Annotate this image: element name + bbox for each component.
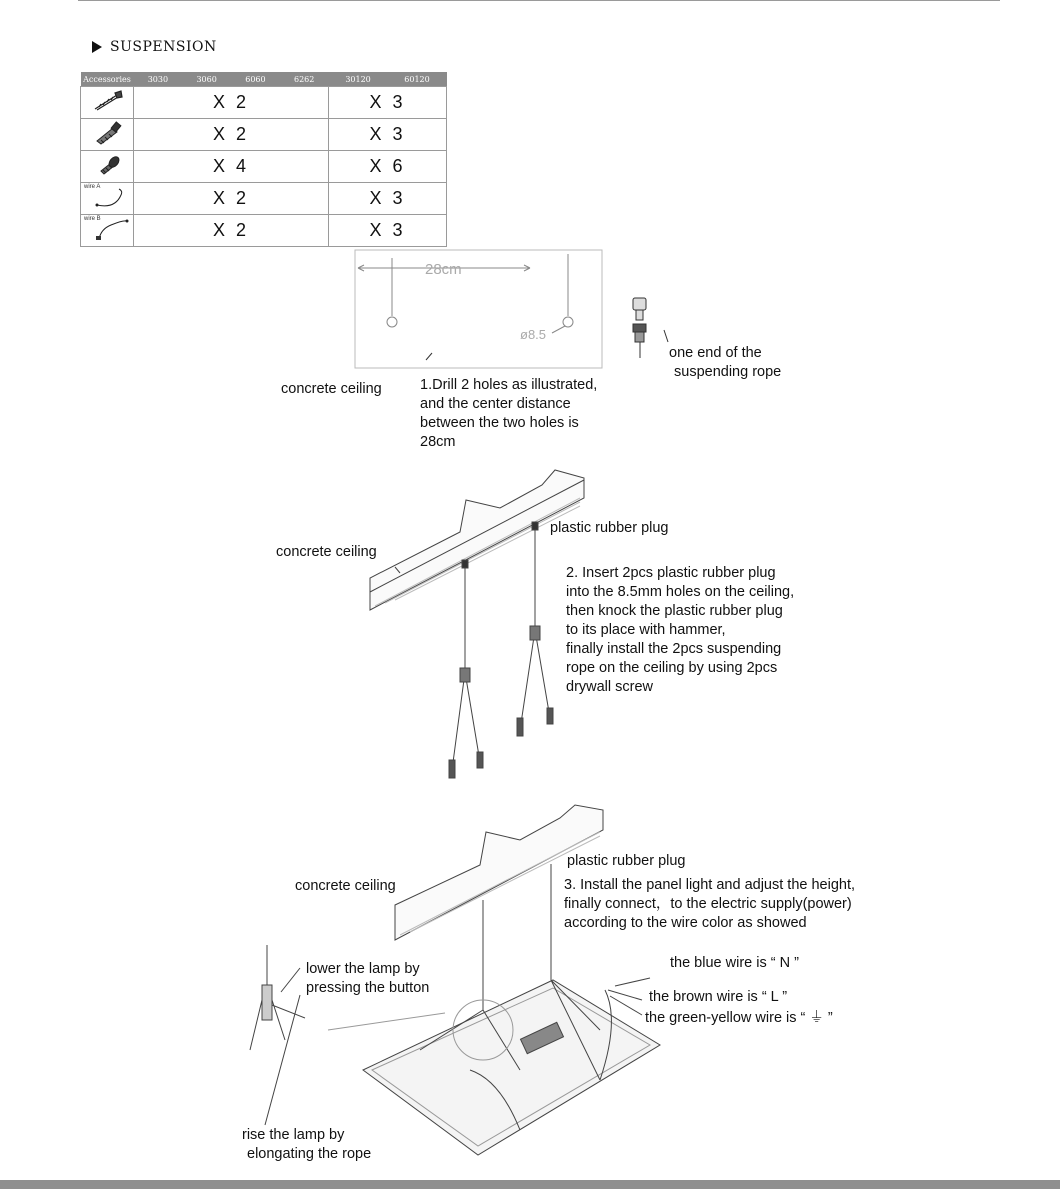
brown-wire-label: the brown wire is “ L ” — [649, 989, 788, 1005]
qty-small-panels: X 4 — [134, 151, 329, 183]
rise-lamp-label-line: elongating the rope — [247, 1146, 372, 1162]
qty-large-panels: X 3 — [329, 87, 447, 119]
step2-ceiling-slab-illustration — [370, 470, 584, 778]
qty-large-panels: X 3 — [329, 119, 447, 151]
step2-line: then knock the plastic rubber plug — [566, 603, 783, 619]
step3-line: 3. Install the panel light and adjust the height, — [564, 877, 856, 893]
qty-large-panels: X 6 — [329, 151, 447, 183]
step2-line: into the 8.5mm holes on the ceiling, — [566, 584, 795, 600]
lower-lamp-label-line: lower the lamp by — [306, 961, 420, 977]
col-header-30120: 30120 — [329, 72, 388, 87]
step2-line: 2. Insert 2pcs plastic rubber plug — [566, 565, 776, 581]
step1-drill-plan-illustration — [355, 250, 602, 368]
qty-small-panels: X 2 — [134, 215, 329, 247]
step1-line: 1.Drill 2 holes as illustrated, — [420, 377, 598, 393]
lower-lamp-label — [306, 960, 429, 998]
qty-small-panels: X 2 — [134, 183, 329, 215]
step2-line: rope on the ceiling by using 2pcs — [566, 660, 778, 676]
step2-line: drywall screw — [566, 679, 654, 695]
step1-line: 28cm — [420, 434, 456, 450]
ground-wire-label: the green-yellow wire is “ ⏚ ” — [645, 1010, 833, 1026]
blue-wire-label: the blue wire is “ N ” — [670, 955, 799, 971]
rope-end-label — [669, 344, 781, 382]
step2-line: to its place with hammer, — [566, 622, 726, 638]
qty-large-panels: X 3 — [329, 183, 447, 215]
qty-small-panels: X 2 — [134, 87, 329, 119]
step2-line: finally install the 2pcs suspending — [566, 641, 782, 657]
col-header-3060: 3060 — [182, 72, 231, 87]
hole-diameter-label: ø8.5 — [520, 327, 547, 342]
step3-plug-label: plastic rubber plug — [567, 853, 686, 869]
step3-line: finally connect，to the electric supply(power) — [564, 896, 852, 912]
step1-ceiling-label: concrete ceiling — [281, 381, 382, 397]
col-header-3030: 3030 — [134, 72, 183, 87]
step1-line: between the two holes is — [420, 415, 579, 431]
step3-ceiling-label: concrete ceiling — [295, 878, 396, 894]
col-header-6060: 6060 — [231, 72, 280, 87]
rise-lamp-label — [242, 1126, 371, 1164]
step2-instructions — [566, 564, 794, 697]
step3-instructions — [564, 876, 855, 933]
col-header-60120: 60120 — [388, 72, 447, 87]
rise-lamp-label-line: rise the lamp by — [242, 1127, 345, 1143]
lower-lamp-label-line: pressing the button — [306, 980, 430, 996]
rope-end-fitting-illustration — [633, 298, 668, 358]
step3-line: according to the wire color as showed — [564, 915, 807, 931]
bottom-bar — [0, 1180, 1060, 1189]
qty-small-panels: X 2 — [134, 119, 329, 151]
col-header-accessories: Accessories — [81, 72, 134, 87]
dimension-label: 28cm — [425, 261, 462, 278]
step2-ceiling-label: concrete ceiling — [276, 544, 377, 560]
qty-large-panels: X 3 — [329, 215, 447, 247]
step1-instructions — [420, 376, 597, 452]
rope-end-label-line: suspending rope — [674, 364, 782, 380]
step2-plug-label: plastic rubber plug — [550, 520, 669, 536]
wire-b-label: wire B — [84, 216, 101, 222]
section-title: SUSPENSION — [110, 39, 217, 55]
wire-a-label: wire A — [84, 184, 101, 190]
rope-end-label-line: one end of the — [669, 345, 762, 361]
step1-line: and the center distance — [420, 396, 571, 412]
col-header-6262: 6262 — [280, 72, 329, 87]
